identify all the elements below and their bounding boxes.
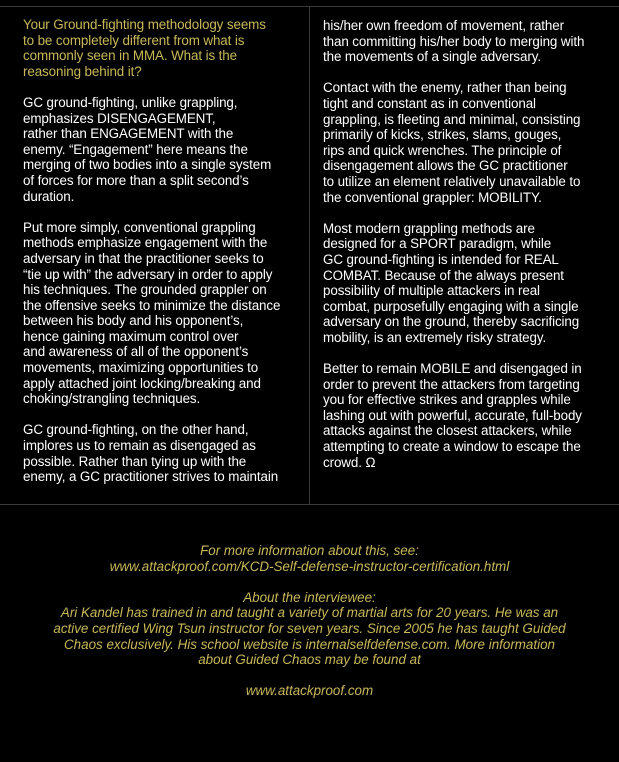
text-line: movements, maximizing opportunities to xyxy=(23,360,259,376)
text-line: attacks against the closest attackers, while xyxy=(323,423,572,439)
about-line: active certified Wing Tsun instructor for seven years. Since 2005 he has taught Guided xyxy=(53,620,566,636)
footer-info xyxy=(0,543,619,715)
about-line: Ari Kandel has trained in and taught a variety of martial arts for 20 years. He was an xyxy=(60,605,559,621)
text-line: possible. Rather than tying up with the xyxy=(23,453,247,469)
answer-paragraph xyxy=(323,221,603,346)
text-line: “tie up with” the adversary in order to apply xyxy=(23,266,273,282)
right-column xyxy=(323,18,603,486)
text-line: adversary on the ground, thereby sacrificing xyxy=(323,314,580,330)
text-line: choking/strangling techniques. xyxy=(23,391,201,407)
answer-paragraph xyxy=(323,18,603,65)
question-line: Your Ground-fighting methodology seems xyxy=(23,17,266,32)
text-line: grappling, is fleeting and minimal, consisting xyxy=(323,111,581,127)
text-line: implores us to remain as disengaged as xyxy=(23,438,256,454)
text-line: adversary in that the practitioner seeks to xyxy=(23,250,264,266)
text-line: combat, purposefully engaging with a single xyxy=(323,298,579,314)
text-line: the conventional grappler: MOBILITY. xyxy=(323,189,542,205)
more-info-link[interactable]: www.attackproof.com/KCD-Self-defense-instructor-certification.html xyxy=(109,558,510,574)
text-line: COMBAT. Because of the always present xyxy=(323,267,564,283)
text-line: primarily of kicks, strikes, slams, gouges, xyxy=(323,127,562,143)
text-line: his/her own freedom of movement, rather xyxy=(323,18,564,33)
text-line: the movements of a single adversary. xyxy=(323,49,541,65)
text-line: Put more simply, conventional grappling xyxy=(23,219,256,235)
text-line: between his body and his opponent’s, xyxy=(23,313,244,329)
text-line: hence gaining maximum control over xyxy=(23,328,239,344)
text-line: GC ground-fighting, unlike grappling, xyxy=(23,94,238,110)
site-link-block xyxy=(0,683,619,699)
text-line: the offensive seeks to minimize the distance xyxy=(23,297,281,313)
text-line: methods emphasize engagement with the xyxy=(23,235,268,251)
text-line: crowd. Ω xyxy=(323,454,376,470)
column-divider xyxy=(309,6,310,504)
about-line: Chaos exclusively. His school website is internalselfdefense.com. More information xyxy=(64,636,555,652)
text-line: designed for a SPORT paradigm, while xyxy=(323,236,552,252)
text-line: enemy. “Engagement” here means the xyxy=(23,141,248,157)
more-info-label: For more information about this, see: xyxy=(200,543,419,558)
text-line: mobility, is an extremely risky strategy. xyxy=(323,329,547,345)
text-line: Contact with the enemy, rather than being xyxy=(323,80,567,96)
more-info-block xyxy=(0,543,619,574)
text-line: merging of two bodies into a single system xyxy=(23,157,272,173)
footer-divider xyxy=(0,504,619,505)
about-interviewee-block xyxy=(0,590,619,668)
text-line: GC ground-fighting is intended for REAL xyxy=(323,251,559,267)
text-line: possibility of multiple attackers in real xyxy=(323,283,540,299)
text-line: to utilize an element relatively unavailable to xyxy=(323,173,581,189)
question-line: to be completely different from what is xyxy=(23,32,245,48)
about-label: About the interviewee: xyxy=(243,589,376,605)
answer-paragraph xyxy=(323,80,603,205)
question-line: reasoning behind it? xyxy=(23,63,142,79)
text-line: his techniques. The grounded grappler on xyxy=(23,282,267,298)
text-line: lashing out with powerful, accurate, full-body xyxy=(323,407,582,423)
left-column xyxy=(23,17,301,500)
text-line: GC ground-fighting, on the other hand, xyxy=(23,422,249,438)
text-line: apply attached joint locking/breaking and xyxy=(23,375,261,391)
text-line: duration. xyxy=(23,188,75,204)
text-line: emphasizes DISENGAGEMENT, xyxy=(23,110,216,126)
text-line: order to prevent the attackers from targeting xyxy=(323,376,580,392)
text-line: and awareness of all of the opponent’s xyxy=(23,344,249,360)
answer-paragraph xyxy=(23,95,301,204)
text-line: rips and quick wrenches. The principle of xyxy=(323,142,562,158)
text-line: Better to remain MOBILE and disengaged in xyxy=(323,361,582,377)
interview-question xyxy=(23,17,301,79)
text-line: of forces for more than a split second’s xyxy=(23,172,249,188)
text-line: attempting to create a window to escape the xyxy=(323,439,581,455)
text-line: than committing his/her body to merging with xyxy=(323,33,585,49)
site-link[interactable]: www.attackproof.com xyxy=(245,683,374,699)
question-line: commonly seen in MMA. What is the xyxy=(23,48,237,64)
answer-paragraph xyxy=(23,220,301,407)
text-line: disengagement allows the GC practitioner xyxy=(323,158,568,174)
answer-paragraph xyxy=(23,422,301,484)
text-line: you for effective strikes and grapples while xyxy=(323,392,571,408)
about-line: about Guided Chaos may be found at xyxy=(198,652,421,668)
answer-paragraph xyxy=(323,361,603,470)
text-line: Most modern grappling methods are xyxy=(323,220,535,236)
text-line: tight and constant as in conventional xyxy=(323,95,536,111)
text-line: enemy, a GC practitioner strives to maintain xyxy=(23,469,279,485)
text-line: rather than ENGAGEMENT with the xyxy=(23,126,234,142)
